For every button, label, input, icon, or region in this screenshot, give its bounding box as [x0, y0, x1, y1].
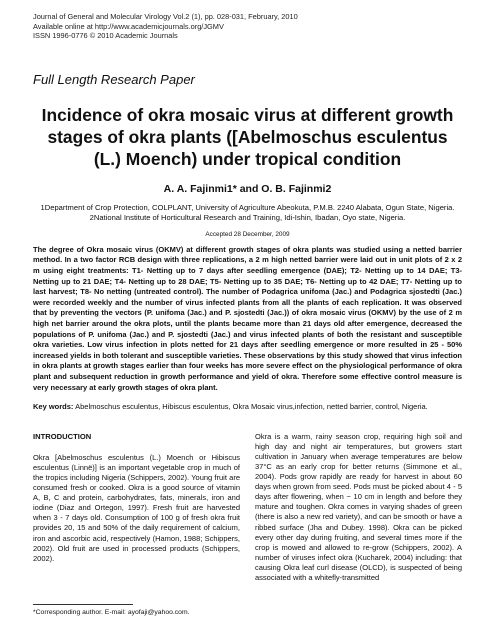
- paper-type: Full Length Research Paper: [33, 71, 195, 87]
- introduction-heading: INTRODUCTION: [33, 431, 92, 441]
- accepted-date: Accepted 28 December, 2009: [205, 230, 290, 238]
- introduction-left-text: Okra [Abelmoschus esculentus (L.) Moench or Hibiscus esculentus (Linnё)] is an important vegetable crop in much of the tropics including Nigeria (Schippers, 2002). Young fruit are consumed fresh or cooked. Okra is a good source of vitamin A, B, C and protein, carbohydrates, fats, minerals, iron and iodine (Diaz and Ortegon, 1997). Fresh fruit are harvested when 3 - 7 days old. Consumption of 100 g of fresh okra fruit provides 20, 15 and 50% of the daily requirement of calcium, iron and ascorbic acid, respectively (Hamon, 1988; Schippers, 2002). Old fruit are used in processed products (Schippers, 2002).: [33, 452, 240, 563]
- authors: A. A. Fajinmi1* and O. B. Fajinmi2: [163, 182, 332, 195]
- left-column: [33, 432, 240, 618]
- right-column: [255, 432, 462, 618]
- journal-url[interactable]: Available online at http://www.academicjournals.org/JGMV: [33, 21, 224, 31]
- paper-title: Incidence of okra mosaic virus at different growth stages of okra plants ([Abelmoschus esculentus (L.) Moench) under tropical condition: [41, 104, 454, 169]
- keywords-label: Key words:: [33, 402, 74, 412]
- keywords: [33, 402, 462, 413]
- journal-header: [33, 12, 462, 41]
- body-columns: [33, 432, 462, 618]
- journal-issn: ISSN 1996-0776 © 2010 Academic Journals: [33, 31, 178, 41]
- corresponding-author-footnote: *Corresponding author. E-mail: ayofaji@yahoo.com.: [33, 608, 190, 616]
- affiliation-2: 2National Institute of Horticultural Research and Training, Idi-Ishin, Ibadan, Oyo state, Nigeria.: [89, 212, 406, 222]
- footnote-divider: [33, 604, 133, 605]
- affiliations: [33, 203, 462, 223]
- affiliation-1: 1Department of Crop Protection, COLPLANT, University of Agriculture Abeokuta, P.M.B. 2240 Alabata, Ogun State, Nigeria.: [40, 202, 455, 212]
- journal-citation: Journal of General and Molecular Virology Vol.2 (1), pp. 028-031, February, 2010: [33, 12, 298, 21]
- introduction-right-text: Okra is a warm, rainy season crop, requiring high soil and high day and night air temperatures, but growers start cultivation in January when average temperatures are below 37°C as an early crop for better returns (Simmone et al., 2004). Pods grow rapidly are ready for harvest in about 60 days when grown from seed. Pods must be picked about 4 - 5 days after flowering, when ~ 10 cm in length and before they mature and toughen. Okra comes in varying shades of green (there is also a new red variety), and can be smooth or have a ribbed surface (Jha and Dubey. 1998). Okra can be picked every other day during fruiting, and several times more if the crop is mowed and allowed to re-grow (Schippers, 2002). A number of viruses infect okra (Kucharek, 2004) including: that causing Okra leaf curl disease (OLCD), is suspected of being associated with a whitefly-transmitted: [255, 431, 462, 582]
- keywords-text: Abelmoschus esculentus, Hibiscus esculentus, Okra Mosaic virus,infection, netted barrier, control, Nigeria.: [75, 402, 428, 412]
- abstract: The degree of Okra mosaic virus (OKMV) at different growth stages of okra plants was studied using a netted barrier method. In a two factor RCB design with three replications, a 2 m high netted barrier were laid out in unit plots of 2 x 2 m using eight treatments: T1- Netting up to 7 days after seedling emergence (DAE); T2- Netting up to 14 DAE; T3- Netting up to 21 DAE; T4- Netting up to 28 DAE; T5- Netting up to 35 DAE; T6- Netting up to 42 DAE; T7- Netting up to last harvest; T8- No netting (untreated control). The number of Podagrica unifoma (Jac.) and Podagrica sjostedti (Jac.) were recorded weekly and the number of virus infected plants from all the plants of each replication. It was observed that by preventing the vectors (P. unifoma (Jac.) and P. sjostedti (Jac.)) of okra mosaic virus (OKMV) by the use of 2 m high net barrier around the okra plots, until the plants became more than 21 days old after emergence, decreased the populations of P. unifoma (Jac.) and P. sjostedti (Jac.) and virus infected plants of both the resistant and susceptible okra varieties. Low virus infection in plots netted for 21 days after seedling emergence or more resulted in 25 - 50% increased yields in both tolerant and susceptible varieties. These observations by this study showed that virus infection in okra plants at growth stages earlier than four weeks has more severe effect on the physiological performance of okra plant and subsequent reduction in growth performance and yield of okra. Therefore some effective control measure is very necessary at early growth stages of okra plant.: [33, 244, 462, 392]
